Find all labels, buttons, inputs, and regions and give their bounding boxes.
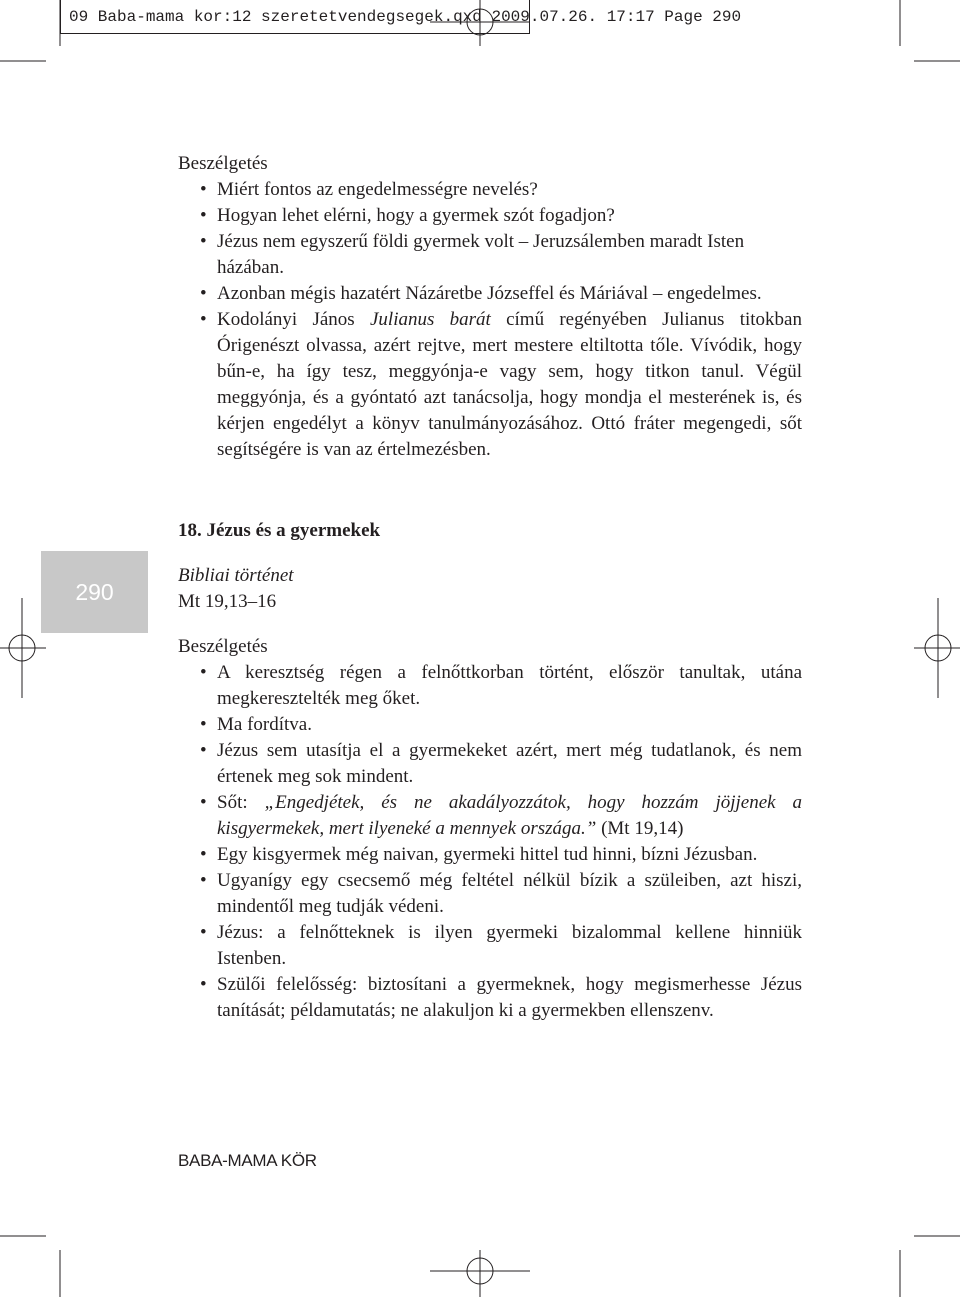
book-title: Julianus barát	[369, 309, 491, 330]
text-run: (Mt 19,14)	[596, 818, 684, 839]
section-title: 18. Jézus és a gyermekek	[178, 520, 381, 541]
list-item: • Szülői felelősség: biztosítani a gyermeknek, hogy megismerhesse Jézus tanítását; példamutatás; ne alakuljon ki a gyermekben ellenszenv.	[178, 972, 802, 1024]
list-item: • Azonban mégis hazatért Názáretbe Józseffel és Máriával – engedelmes.	[178, 281, 802, 307]
section-heading-conversation: Beszélgetés	[178, 153, 268, 174]
page-body	[178, 151, 802, 1024]
list-item: • Jézus: a felnőtteknek is ilyen gyermeki bizalommal kellene hinniük Istenben.	[178, 920, 802, 972]
list-item: • Miért fontos az engedelmességre nevelés?	[178, 177, 802, 203]
list-item	[178, 307, 802, 463]
list-item: • Ugyanígy egy csecsemő még feltétel nélkül bízik a szüleiben, azt hiszi, mindentől meg tudják védeni.	[178, 868, 802, 920]
list-item: • A keresztség régen a felnőttkorban történt, először tanultak, utána megkeresztelték meg őket.	[178, 660, 802, 712]
text-run: című regényében Julianus titokban Órigenészt olvassa, azért rejtve, mert mestere eltiltotta tőle. Vívódik, hogy bűn-e, ha így tesz, meggyónja-e vagy sem, hogy titkon tanul. Végül meggyónja, és a gyóntató azt tanácsolja, hogy mondja el mesterének is, és kérjen engedélyt a könyv tanulmányozásához. Ottó fráter megengedi, sőt segítségére is van az értelmezésben.	[217, 309, 802, 460]
bible-reference: Mt 19,13–16	[178, 591, 277, 612]
print-slug-line: 09 Baba-mama kor:12 szeretetvendegsegek.qxd 2009.07.26. 17:17 Page 290	[60, 0, 530, 34]
list-item: • Ma fordítva.	[178, 712, 802, 738]
text-run: Kodolányi János	[217, 309, 370, 330]
list-item: • Egy kisgyermek még naivan, gyermeki hittel tud hinni, bízni Jézusban.	[178, 842, 802, 868]
list-item	[178, 790, 802, 842]
bullet-list-2	[178, 660, 802, 1024]
section-heading-conversation: Beszélgetés	[178, 636, 268, 657]
list-item: • Jézus nem egyszerű földi gyermek volt – Jeruzsálemben maradt Isten házában.	[178, 229, 802, 281]
list-item: • Hogyan lehet elérni, hogy a gyermek szót fogadjon?	[178, 203, 802, 229]
bible-quote: „Engedjétek, és ne akadályozzátok, hogy hozzám jöjjenek a kisgyermekek, mert ilyeneké a mennyek országa.”	[217, 792, 803, 839]
list-item: • Jézus sem utasítja el a gyermekeket azért, mert még tudatlanok, és nem értenek meg sok mindent.	[178, 738, 802, 790]
bible-story-label: Bibliai történet	[178, 565, 294, 586]
text-run: Sőt:	[217, 792, 265, 813]
page-number-tab: 290	[41, 551, 148, 633]
bullet-list-1	[178, 177, 802, 463]
running-footer: BABA-MAMA KÖR	[178, 1151, 317, 1170]
